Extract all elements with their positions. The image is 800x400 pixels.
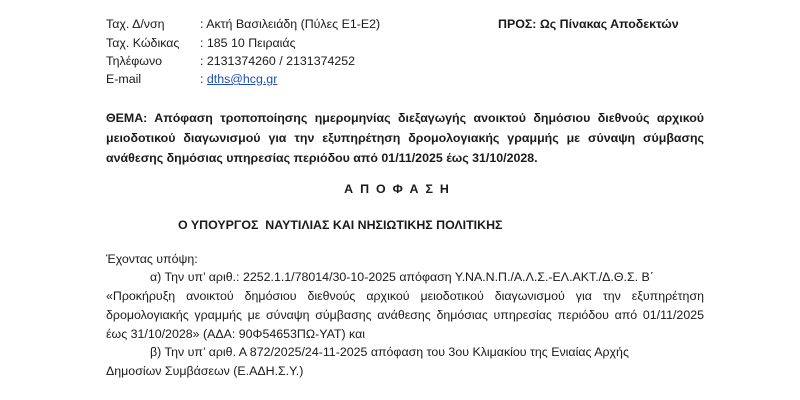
recipients-line: ΠΡΟΣ: Ως Πίνακας Αποδεκτών — [498, 17, 679, 31]
subject-paragraph: ΘΕΜΑ: Απόφαση τροποποίησης ημερομηνίας διεξαγωγής ανοικτού δημόσιου διεθνούς αρχικού μειοδοτικού διαγωνισμού για την εξυπηρέτηση δρομολογιακής γραμμής με σύναψη σύμβασης ανάθεσης δημόσιας υπηρεσίας περιόδου από 01/11/2025 έως 31/10/2028. — [106, 111, 704, 165]
email-label: E-mail — [106, 72, 142, 86]
decision-title: ΑΠΟΦΑΣΗ — [344, 182, 456, 196]
item-b-first-line: β) Την υπ’ αριθ. Α 872/2025/24-11-2025 απόφαση του 3ου Κλιμακίου της Ενιαίας Αρχής — [150, 345, 629, 359]
address-label: Ταχ. Δ/νση — [106, 17, 165, 31]
item-b-rest: Δημοσίων Συμβάσεων (Ε.ΑΔΗ.Σ.Υ.) — [106, 364, 304, 378]
email-value — [200, 71, 277, 88]
phone-value: : 2131374260 / 2131374252 — [200, 54, 356, 68]
consideration-item-b — [106, 343, 704, 381]
email-link[interactable]: dths@hcg.gr — [206, 72, 278, 86]
item-a-rest: «Προκήρυξη ανοικτού δημόσιου διεθνούς αρχικού μειοδοτικού διαγωνισμού για την εξυπηρέτηση δρομολογιακής γραμμής με σύναψη σύμβασης ανάθεσης δημόσιας υπηρεσίας περιόδου από 01/11/2025 έως 31/10/2028» (ΑΔΑ: 90Φ54653ΠΩ-ΥΑΤ) και — [106, 289, 704, 341]
postcode-label: Ταχ. Κώδικας — [106, 36, 180, 50]
postcode-value: : 185 10 Πειραιάς — [200, 36, 296, 50]
considering-label: Έχοντας υπόψη: — [106, 252, 198, 266]
consideration-item-a — [106, 268, 704, 344]
minister-title: Ο ΥΠΟΥΡΓΟΣ ΝΑΥΤΙΛΙΑΣ ΚΑΙ ΝΗΣΙΩΤΙΚΗΣ ΠΟΛΙΤΙΚΗΣ — [178, 218, 503, 232]
phone-label: Τηλέφωνο — [106, 54, 163, 68]
address-value: : Ακτή Βασιλειάδη (Πύλες Ε1-Ε2) — [200, 17, 381, 31]
email-prefix: : — [200, 72, 207, 86]
item-a-first-line: α) Την υπ’ αριθ.: 2252.1.1/78014/30-10-2025 απόφαση Υ.ΝΑ.Ν.Π./Α.Λ.Σ.-ΕΛ.ΑΚΤ./Δ.Θ.Σ. Β΄ — [150, 270, 654, 284]
